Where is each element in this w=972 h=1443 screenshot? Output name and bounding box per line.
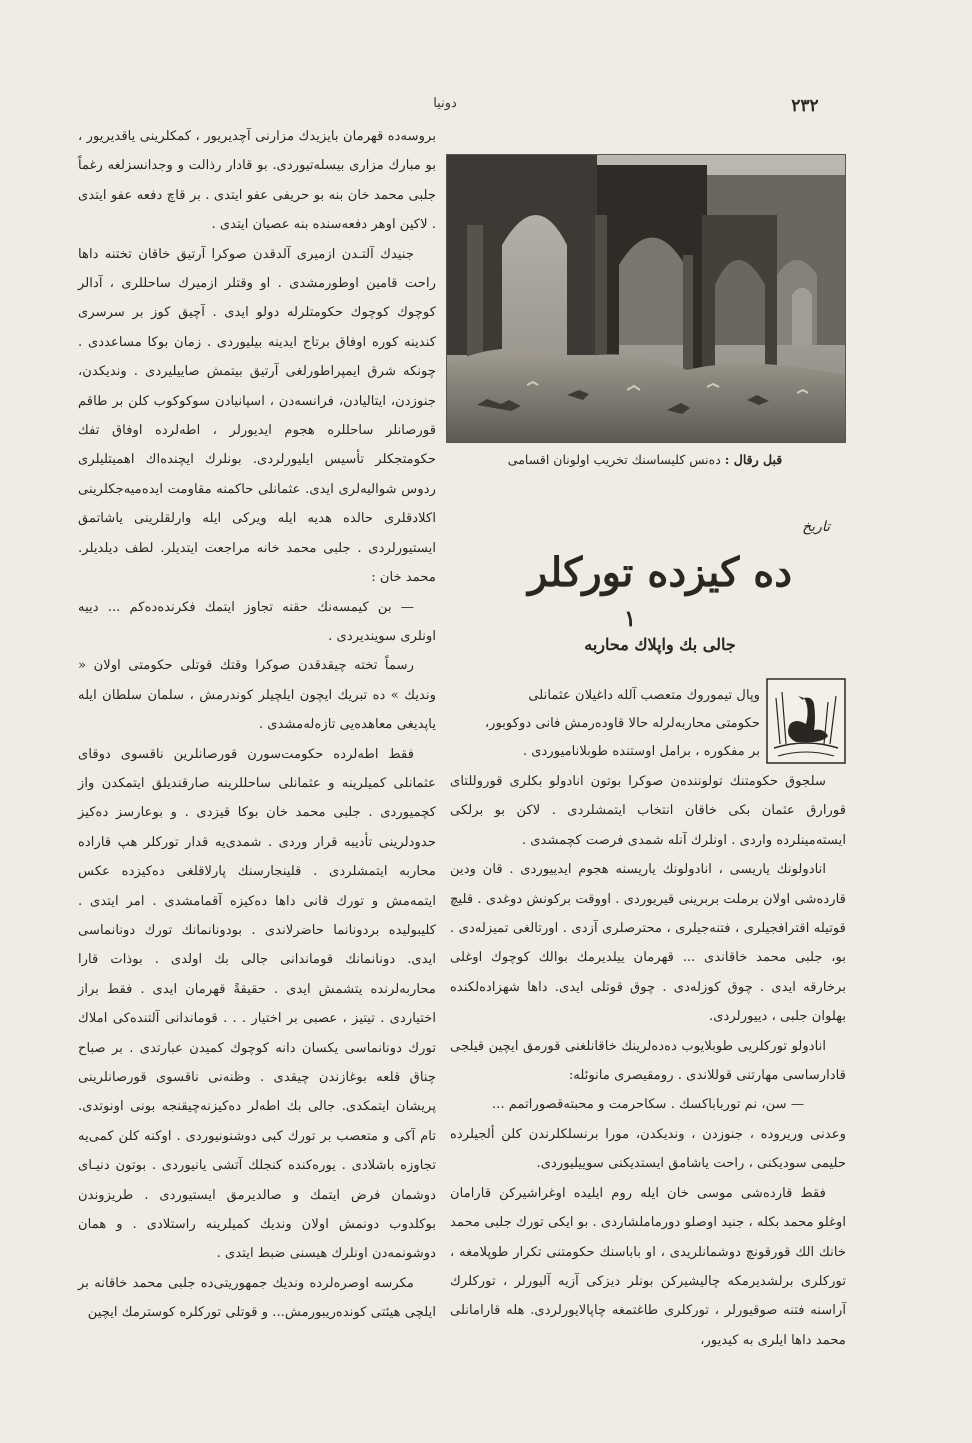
right-column-paragraph: انادولو تورکلریی طوبلایوب ده‌ده‌لرینك خاقانلغنی قورمق ایچین قیلجی قادارساسی مهارتنی قوللاندی . رومقیصری مانوئله: xyxy=(450,1038,846,1084)
left-column-paragraph: فقط اطه‌لرده حکومت‌سورن قورصانلرین ناقسوی دوقای عثمانلی کمیلرینه و عثمانلی ساحللرینه صارقندیلق ایتمکدن واز کچمیوردی . جلبی محمد خان بوکا قیزدی . و بوعارسز ده‌کیز حدودلرینی تأدیبه قرار وردی . شمدی‌یه قدار تورکلر هپ قاراده محاربه ایتمشلردی . قلینجارسنك پارلاقلغی ده‌کیزده عکس ایتمه‌مش و تورك قانی داها ده‌کیزه آقمامشدی . امر ایتدی . کلیبولیده بردونانما حاضرلاندی . بودونانمانك تورك دونانماسی ایدی. دونانمانك قوماندانی جالی بك اولدی . بوذات قارا محاربه‌لرنده یتشمش ایدی . حقیقةً قهرمان ایدی . فقط براز اختیاردی . تیتیز ، عصبی بر اختیار . . . قوماندانی آلتنده‌کی املاك تورك دونانماسی یکسان دانه کوچوك کمیدن عبارتدی . بر صباح چناق قلعه بوغازندن چیقدی . وظنه‌نی ناقسوی قورصانلرینی پریشان ایتمکدی. جالی بك اطه‌لر ده‌کیزنه‌چیقنجه بونی اونوتدی. تام آکی و متعصب بر تورك کبی دوشنونیوردی . اوکنه کلن کمی‌یه تجاوزه باشلادی . یوره‌کنده کنجلك آتشی یانیوردی . بوتون دنیـای دوشمان فرض ایتمك و صالدیرمق ایستیوردی . طریزوندن بوکلدوب دونمش اولان وندیك کمیلرینه راستلادی . و همان دوشونمه‌دن اونلرك هیسنی ضبط ایتدی . xyxy=(78,746,436,1262)
part-number: ١ xyxy=(624,606,636,632)
left-column-paragraph: بروسه‌ده قهرمان بایزیدك مزارنی آچدیریور ، کمکلرینی یاقدیریور ، بو مبارك مزاری بیسله‌تیوردی. بو قادار رذالت و وجدانسزلغه رغماً جلبی محمد خان بنه بو حریفی عفو ایتدی . بر قاچ دفعه عفو ایتدی . لاکین اوهر دفعه‌سنده بنه عصیان ایتدی . xyxy=(78,129,436,233)
lead-paragraph-line: حکومتی محاربه‌لرله حالا قاوده‌رمش فانی دوکوبور، xyxy=(484,716,760,731)
right-column-paragraph: فقط قارده‌شی موسی خان ایله روم ایلیده اوغراشیرکن قارامان اوغلو محمد بکله ، جنید اوصلو دورماملشاردی . بو ایکی تورك جلبی محمد خانك الك قورقونچ دوشمانلریدی ، او باباسنك حکومتنی تکرار طوپلامغه ، تورکلری برلشدیرمکه چالیشیرکن بونلر دیزکی آزیه آلیورلر ، تورکلرك آراسنه فتنه صوقیورلر ، تورکلری طاغتمغه چاپالایورلردی. هله قارامانلی محمد داها ایلری به کیدیور، xyxy=(450,1185,846,1348)
right-column-paragraph: سلجوق حکومتنك تولوننده‌ن صوکرا بوتون انادولو بکلری قوروللتای قورارق عثمان بکی خاقان انتخاب ایتمشلردی . لاکن بو برلکی ایسته‌مینلرده واردی . اونلرك آنله شمدی فرصت کچمشدی . xyxy=(450,774,846,848)
right-column-paragraph: — سن، نم تورباباکسك . سکاحرمت و محبته‌قصوراتمم ... xyxy=(491,1097,805,1113)
lead-paragraph xyxy=(450,682,760,766)
photo-caption xyxy=(446,452,844,467)
photo-caption-label: قبل رقال : xyxy=(724,452,783,467)
swan-initial-ornament xyxy=(766,678,846,764)
photo-illustration xyxy=(447,155,845,442)
left-column-paragraph: جنیدك آلتـدن ازمیری آلدقدن صوکرا آرتیق خاقان تختنه داها راحت قامین اوطورمشدی . او وقتلر ازمیرك ساحللری ، آدالر کوچوك کوچوك حکومتلرله دولو ایدی . آچیق کوز بر سرسری کندینه کوره اوفاق برتاج ایدینه بیلیوردی . زمان بوکا مساعددی . چونکه شرق ایمپراطورلغی آرتیق بیتمش صاییلیردی . وندیکدن، جنوزدن، ایتالیادن، فرانسه‌دن ، اسپانیادن سوکوکوب کلن بر طاقم قورصانلر ساحللره هجوم ایدیورلر ، اطه‌لرده اوفاق تفك حکومتجکلر تأسیس ایلیورلردی. بونلرك ایچنده‌اك اهمیتلیلری ردوس شوالیه‌لری ایدی. عثمانلی حاکمنه مقاومت ایده‌میه‌جکلرینی اکلادقلری حالده هدیه ایله ویرکی ایله وارلقلرینی یاشاتمق ایستیورلردی . جلبی محمد خانه مراجعت ایتدیلر. لطف دیلدیلر. محمد خان : xyxy=(78,246,436,586)
section-label: تاریخ xyxy=(802,519,830,535)
right-column-paragraph: انادولونك یاریسی ، انادولونك یاریسنه هجوم ایدییوردی . قان ودین قارده‌شی اولان برملت بربرینی قیریوردی . اووقت برکونش دوغدی . قلیچ قوتیله اقترافجیلری ، فتنه‌جیلری ، محترصلری آزدی . اورتالغی تمیزله‌دی . بو، جلبی محمد خاقاندی ... قهرمان ییلدیرمك بوالك کوچوك اوغلی برخارقه ایدی . چوق کوزله‌دی . چوق قوتلی ایدی. داها شهزاده‌لکنده بهلوان جلبی ، دییورلردی. xyxy=(450,862,846,1025)
right-column-paragraph: وعدنی وریروده ، جنوزدن ، وندیکدن، مورا برنسلکلرندن کلن ألجیلرده حلیمی سودیکنی ، راحت یاشامق ایستدیکنی سوییلیوردی. xyxy=(450,1126,846,1172)
left-column-paragraph: رسماً تخته چیقدقدن صوکرا وقتك قوتلی حکومتی اولان « وندیك » ده تبریك ایچون ایلچیلر کوندرمش ، سلمان سلطان ایله یاپدیغی معاهده‌یی تازه‌له‌مشدی . xyxy=(78,658,436,733)
left-column-paragraph: مکرسه اوصره‌لرده وندیك جمهوریتی‌ده جلبی محمد خاقانه بر ایلچی هیئتی کونده‌ریبورمش... و قوتلی تورکلره کوسترمك ایچین xyxy=(78,1275,436,1321)
photo-caption-text: ده‌نس کلیساسنك تخریب اولونان اقسامی xyxy=(507,452,721,467)
left-column-paragraph: — بن کیمسه‌نك حقنه تجاوز ایتمك فکرنده‌ده‌کم ... دییه اونلری سویندیردی . xyxy=(78,599,436,644)
church-ruins-photo xyxy=(446,154,846,443)
lead-paragraph-line: وپال تیموروك متعصب آلله داغیلان عثمانلی xyxy=(528,688,760,703)
article-title: ده کیزده تورکلر xyxy=(527,549,793,596)
running-header: دونیا xyxy=(433,96,457,111)
right-column xyxy=(450,767,846,1355)
article-subtitle: جالی بك واپلاك محاربه xyxy=(584,635,736,654)
left-column xyxy=(78,122,436,1328)
page-number: ۲۳۲ xyxy=(791,96,819,116)
swan-icon xyxy=(766,678,846,764)
lead-paragraph-line: بر مفکوره ، برامل اوستنده طوبلانامیوردی . xyxy=(522,744,760,759)
